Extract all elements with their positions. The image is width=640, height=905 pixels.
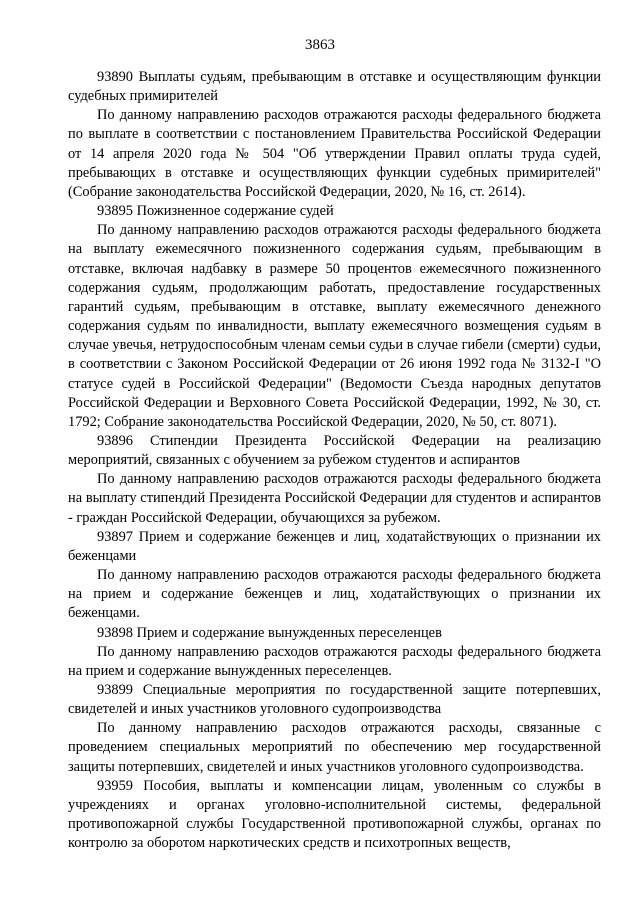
heading-93898: 93898 Прием и содержание вынужденных переселенцев xyxy=(97,624,442,641)
heading-93895: 93895 Пожизненное содержание судей xyxy=(97,203,334,220)
heading-93896: 93896 Стипендии Президента Российской Федерации на реализацию мероприятий, связанных с обучением за рубежом студентов и аспирантов xyxy=(68,432,601,469)
paragraph-93898-description: По данному направлению расходов отражаются расходы федерального бюджета на прием и содержание вынужденных переселенцев. xyxy=(68,643,601,679)
paragraph-93896-description: По данному направлению расходов отражаются расходы федерального бюджета на выплату стипендий Президента Российской Федерации для студентов и аспирантов - граждан Российской Федерации, обучающихся за рубежом. xyxy=(68,471,601,526)
paragraph-93899-description: По данному направлению расходов отражаются расходы, связанные с проведением специальных мероприятий по обеспечению мер государственной защиты потерпевших, свидетелей и иных участников уголовного судопроизводства. xyxy=(68,720,601,775)
paragraph-93895-description: По данному направлению расходов отражаются расходы федерального бюджета на выплату ежемесячного пожизненного содержания судьям, пребывающим в отставке, включая надбавку в размере 50 процентов ежемесячного пожизненного содержания судьям, продолжающим работать, предоставление государственных гарантий судьям, пребывающим в отставке, выплату ежемесячного денежного содержания судьям по инвалидности, выплату ежемесячного возмещения судьям в случае увечья, нетрудоспособным членам семьи судьи в случае гибели (смерти) судьи, в соответствии с Законом Российской Федерации от 26 июня 1992 года № 3132-I "О статусе судей в Российской Федерации" (Ведомости Съезда народных депутатов Российской Федерации и Верховного Совета Российской Федерации, 1992, № 30, ст. 1792; Собрание законодательства Российской Федерации, 2020, № 50, ст. 8071). xyxy=(68,222,601,430)
heading-93899: 93899 Специальные мероприятия по государственной защите потерпевших, свидетелей и иных участников уголовного судопроизводства xyxy=(68,682,601,718)
heading-93959: 93959 Пособия, выплаты и компенсации лицам, уволенным со службы в учреждениях и органах уголовно-исполнительной системы, федеральной противопожарной службы Государственной противопожарной службы, органах по контролю за оборотом наркотических средств и психотропных веществ, xyxy=(68,777,601,852)
heading-93897: 93897 Прием и содержание беженцев и лиц, ходатайствующих о признании их беженцами xyxy=(68,528,601,564)
paragraph-93897-description: По данному направлению расходов отражаются расходы федерального бюджета на прием и содержание беженцев и лиц, ходатайствующих о признании их беженцами. xyxy=(68,567,601,622)
page-number: 3863 xyxy=(305,37,335,53)
paragraph-93890-description: По данному направлению расходов отражаются расходы федерального бюджета по выплате в соответствии с постановлением Правительства Российской Федерации от 14 апреля 2020 года № 504 "Об утверждении Правил оплаты труда судей, пребывающих в отставке и осуществляющих функции судебных примирителей" (Собрание законодательства Российской Федерации, 2020, № 16, ст. 2614). xyxy=(68,107,601,200)
heading-93890: 93890 Выплаты судьям, пребывающим в отставке и осуществляющим функции судебных примирителей xyxy=(68,69,601,105)
document-body xyxy=(68,68,601,853)
